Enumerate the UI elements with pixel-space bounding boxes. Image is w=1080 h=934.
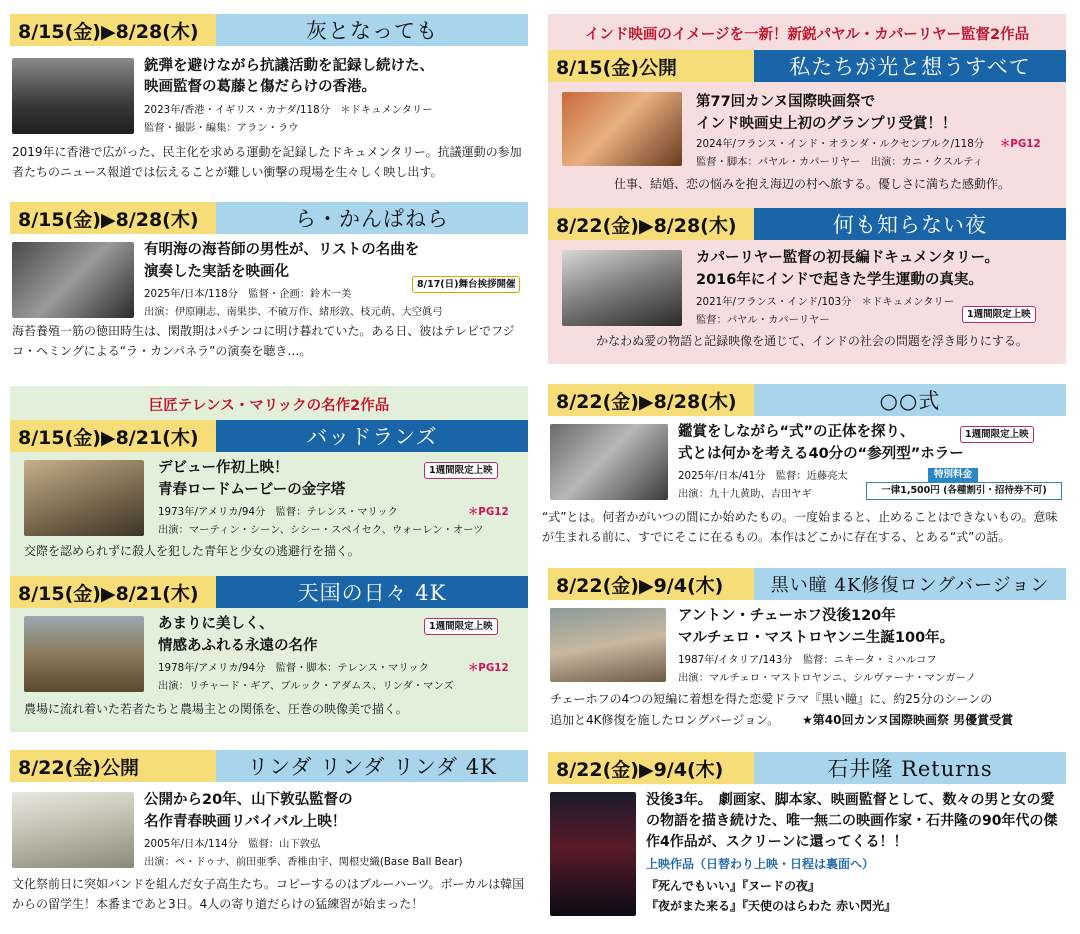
film-title: リンダ リンダ リンダ 4K xyxy=(216,750,528,782)
film-headline-1: あまりに美しく、 xyxy=(158,616,274,632)
film-dates: 8/22(金)▶9/4(木) xyxy=(548,568,754,600)
film-dates: 8/15(金)▶8/21(木) xyxy=(10,420,216,452)
film-title: 天国の日々 4K xyxy=(216,576,528,608)
film-meta-2: 出演：伊原剛志、南果歩、不破万作、緒形敦、枝元萌、大空眞弓 xyxy=(144,306,443,318)
film-headline-2: 名作青春映画リバイバル上映！ xyxy=(144,814,347,830)
film-meta-1: 2023年/香港・イギリス・カナダ/118分 ＊ドキュメンタリー xyxy=(144,104,433,116)
ishii-description: 没後3年。 劇画家、脚本家、映画監督として、数々の男と女の愛の物語を描き続けた、唯一無二の映画作家・石井隆の90年代の傑作4作品が、スクリーンに還ってくる！！ xyxy=(646,792,1058,850)
film-headline-1: デビュー作初上映！ xyxy=(158,460,289,476)
film-description: 交際を認められずに殺人を犯した青年と少女の逃避行を描く。 xyxy=(24,544,360,558)
film-meta-1: 2025年/日本/41分 監督：近藤亮太 xyxy=(678,470,848,482)
film-dates: 8/15(金)▶8/28(木) xyxy=(10,202,216,234)
india-banner: インド映画のイメージを一新！新鋭パヤル・カパーリヤー監督2作品 xyxy=(584,27,1030,43)
ishii-schedule-note: 上映作品（日替わり上映・日程は裏面へ） xyxy=(646,857,875,871)
special-price: 一律1,500円 (各種割引・招待券不可) xyxy=(866,482,1062,500)
film-meta-2: 監督：パヤル・カパーリヤー xyxy=(696,314,830,326)
film-description: 文化祭前日に突如バンドを組んだ女子高生たち。コピーするのはブルーハーツ。ボーカルは韓国からの留学生！本番まであと3日。4人の寄り道だらけの猛練習が始まった！ xyxy=(12,877,525,911)
film-headline-2: 演奏した実話を映画化 xyxy=(144,264,289,280)
film-dates: 8/22(金)▶8/28(木) xyxy=(548,384,754,416)
film-linda xyxy=(10,750,528,922)
film-still xyxy=(24,616,144,692)
film-kuroi xyxy=(548,568,1066,738)
special-price-label: 特別料金 xyxy=(928,468,978,482)
film-ishii xyxy=(548,752,1066,924)
film-campanella xyxy=(10,202,528,372)
film-description: 海苔養殖一筋の徳田時生は、閑散期はパチンコに明け暮れていた。ある日、彼はテレビでフジコ・ヘミングによる“ラ・カンパネラ”の演奏を聴き…。 xyxy=(12,324,515,358)
film-title: 石井隆 Returns xyxy=(754,752,1066,784)
film-shiki xyxy=(542,384,1066,554)
film-description: かなわぬ愛の物語と記録映像を通じて、インドの社会の問題を浮き彫りにする。 xyxy=(596,334,1028,348)
malick-panel xyxy=(10,386,528,732)
one-week-badge: 1週間限定上映 xyxy=(960,426,1034,443)
film-still xyxy=(550,792,636,916)
one-week-badge: 1週間限定上映 xyxy=(424,462,498,479)
film-title: 私たちが光と想うすべて xyxy=(754,50,1066,82)
pg12-rating: ＊PG12 xyxy=(468,662,509,674)
film-meta-2: 出演：リチャード・ギア、ブルック・アダムス、リンダ・マンズ xyxy=(158,680,454,692)
film-headline-2: 映画監督の葛藤と傷だらけの香港。 xyxy=(144,79,376,95)
film-title: 灰となっても xyxy=(216,14,528,46)
film-headline-1: アントン・チェーホフ没後120年 xyxy=(678,608,896,624)
film-meta-2: 出演：マーティン・シーン、シシー・スペイセク、ウォーレン・オーツ xyxy=(158,524,484,536)
film-still xyxy=(562,92,682,166)
film-headline-1: 鑑賞をしながら“式”の正体を探り、 xyxy=(678,424,915,440)
malick-banner: 巨匠テレンス・マリックの名作2作品 xyxy=(148,398,390,414)
film-still xyxy=(550,424,668,500)
film-description: 2019年に香港で広がった、民主化を求める運動を記録したドキュメンタリー。抗議運動の参加者たちのニュース報道では伝えることが難しい衝撃の現場を生々しく映し出す。 xyxy=(12,145,522,179)
film-headline-2: インド映画史上初のグランプリ受賞！！ xyxy=(696,116,957,132)
pg12-rating: ＊PG12 xyxy=(468,506,509,518)
film-meta-1: 2024年/フランス・インド・オランダ・ルクセンブルク/118分 xyxy=(696,138,985,150)
film-headline-2: マルチェロ・マストロヤンニ生誕100年。 xyxy=(678,630,955,646)
film-title: 何も知らない夜 xyxy=(754,208,1066,240)
film-headline-1: 有明海の海苔師の男性が、リストの名曲を xyxy=(144,242,420,258)
film-description-2: 追加と4K修復を施したロングバージョン。 xyxy=(550,713,780,727)
film-headline-2: 2016年にインドで起きた学生運動の真実。 xyxy=(696,272,983,288)
one-week-badge: 1週間限定上映 xyxy=(424,618,498,635)
film-description: 農場に流れ着いた若者たちと農場主との関係を、圧巻の映像美で描く。 xyxy=(24,702,408,716)
film-still xyxy=(24,460,144,536)
film-meta-2: 出演：マルチェロ・マストロヤンニ、シルヴァーナ・マンガーノ xyxy=(678,672,976,684)
film-meta-1: 1978年/アメリカ/94分 監督・脚本：テレンス・マリック xyxy=(158,662,429,674)
film-meta-2: 出演：九十九黄助、吉田ヤギ xyxy=(678,488,812,500)
film-still xyxy=(12,242,134,318)
film-title: バッドランズ xyxy=(216,420,528,452)
film-dates: 8/22(金)公開 xyxy=(10,750,216,782)
film-meta-1: 2021年/フランス・インド/103分 ＊ドキュメンタリー xyxy=(696,296,955,308)
film-still xyxy=(12,58,134,134)
one-week-badge: 1週間限定上映 xyxy=(962,306,1036,323)
film-headline-1: 第77回カンヌ国際映画祭で xyxy=(696,94,876,110)
film-dates: 8/15(金)▶8/28(木) xyxy=(10,14,216,46)
film-headline-1: 銃弾を避けながら抗議活動を記録し続けた、 xyxy=(144,58,434,74)
film-headline-2: 式とは何かを考える40分の“参列型”ホラー xyxy=(678,446,964,462)
film-headline-1: カパーリヤー監督の初長編ドキュメンタリー。 xyxy=(696,250,1000,266)
film-title: 黒い瞳 4K修復ロングバージョン xyxy=(754,568,1066,600)
film-meta-1: 1973年/アメリカ/94分 監督：テレンス・マリック xyxy=(158,506,398,518)
film-title: ら・かんぱねら xyxy=(216,202,528,234)
film-still xyxy=(550,608,666,682)
ishii-works-2: 『夜がまた来る』『天使のはらわた 赤い閃光』 xyxy=(646,899,897,913)
film-meta-2: 出演：ペ・ドゥナ、前田亜季、香椎由宇、関根史織(Base Ball Bear) xyxy=(144,856,463,868)
film-meta-2: 監督・撮影・編集：アラン・ラウ xyxy=(144,122,299,134)
film-headline-1: 公開から20年、山下敦弘監督の xyxy=(144,792,353,808)
film-haito xyxy=(10,14,528,186)
film-meta-2: 監督・脚本：パヤル・カパーリヤー 出演：カニ・クスルティ xyxy=(696,156,984,168)
film-still xyxy=(12,792,134,868)
film-description: “式”とは。何者かがいつの間にか始めたもの。一度始まると、止めることはできないもの。意味が生まれる前に、すでにそこに在るもの。本作はどこかに存在する、とある“式”の話。 xyxy=(542,510,1058,544)
film-dates: 8/15(金)▶8/21(木) xyxy=(10,576,216,608)
film-description: 仕事、結婚、恋の悩みを抱え海辺の村へ旅する。優しさに満ちた感動作。 xyxy=(613,177,1010,191)
film-dates: 8/15(金)公開 xyxy=(548,50,754,82)
film-headline-2: 情感あふれる永遠の名作 xyxy=(158,638,318,654)
film-description-1: チェーホフの4つの短編に着想を得た恋愛ドラマ『黒い瞳』に、約25分のシーンの xyxy=(550,692,993,706)
film-meta-1: 1987年/イタリア/143分 監督：ニキータ・ミハルコフ xyxy=(678,654,937,666)
ishii-works-1: 『死んでもいい』『ヌードの夜』 xyxy=(646,879,821,893)
special-price-box xyxy=(866,468,1062,502)
pg12-rating: ＊PG12 xyxy=(1000,138,1041,150)
india-panel xyxy=(548,14,1066,364)
film-dates: 8/22(金)▶9/4(木) xyxy=(548,752,754,784)
award-note: ★第40回カンヌ国際映画祭 男優賞受賞 xyxy=(802,713,1014,727)
film-title: ○○式 xyxy=(754,384,1066,416)
film-dates: 8/22(金)▶8/28(木) xyxy=(548,208,754,240)
film-headline-2: 青春ロードムービーの金字塔 xyxy=(158,482,346,498)
film-meta-1: 2025年/日本/118分 監督・企画：鈴木一美 xyxy=(144,288,352,300)
stage-greeting-badge: 8/17(日)舞台挨拶開催 xyxy=(412,276,520,293)
film-meta-1: 2005年/日本/114分 監督：山下敦弘 xyxy=(144,838,321,850)
film-still xyxy=(562,250,682,326)
